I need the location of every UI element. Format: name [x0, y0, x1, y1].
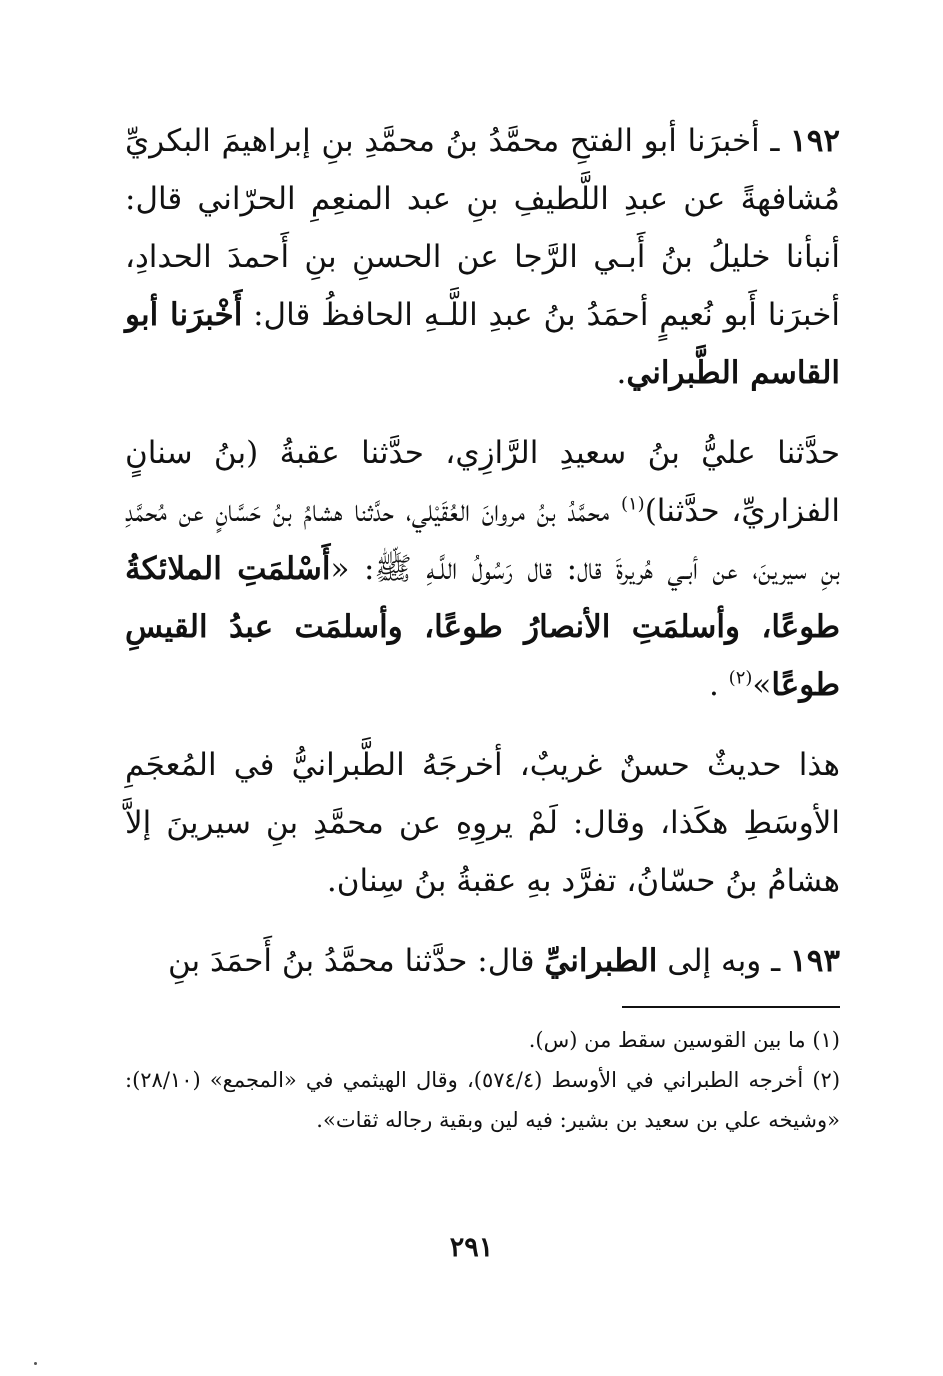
paragraph-193 [125, 932, 840, 990]
paragraph-192-text: ـ أخبرَنا أبو الفتحِ محمَّدُ بنُ محمَّدِ بنِ إبراهيمَ البكريِّ مُشافهةً عن عبدِ اللَّطيفِ بنِ عبد المنعِمِ الحرّاني قال: أنبأنا خليلُ بنُ أَبـي الرَّجا عن الحسنِ بنِ أَحمدَ الحدادِ، أخبرَنا أَبو نُعيمٍ أحمَدُ بنُ عبدِ اللَّـهِ الحافظُ قال: [125, 123, 840, 333]
paragraph-isnad [125, 424, 840, 714]
paragraph-193-bold: الطبرانيِّ [544, 943, 658, 979]
isnad-text: حدَّثنا عليُّ بنُ سعيدِ الرَّازِي، حدَّثنا عقبةُ (بنُ سنانٍ الفزاريِّ، حدَّثنا) [125, 435, 840, 529]
hadith-matn: أَسْلمَتِ الملائكةُ طوعًا، وأسلمَتِ الأنصارُ طوعًا، وأسلمَت عبدُ القيسِ طوعًا [125, 551, 840, 703]
footnote-ref-2[interactable]: (٢) [728, 667, 753, 689]
page-number: ٢٩١ [449, 1232, 494, 1263]
paragraph-commentary: هذا حديثٌ حسنٌ غريبٌ، أخرجَهُ الطَّبرانيُّ في المُعجَمِ الأوسَطِ هكَذا، وقال: لَمْ يروِهِ عن محمَّدِ بنِ سيرينَ إلاَّ هشامُ بنُ حسّانُ، تفرَّد بهِ عقبةُ بنُ سِنان. [125, 747, 840, 899]
hadith-number-193: ١٩٣ [790, 943, 840, 979]
isnad-end: . [708, 667, 729, 703]
hadith-number-192: ١٩٢ [790, 123, 840, 159]
quote-close: » [752, 667, 772, 703]
paragraph-192-end: . [616, 355, 627, 391]
paragraph-192-bold: أَخْبرَنا أبو القاسم الطَّبراني [125, 297, 840, 391]
paragraph-192 [125, 112, 840, 402]
footnote-ref-1[interactable]: (١) [620, 493, 645, 515]
footnote-2: (٢) أخرجه الطبراني في الأوسط (٥٧٤/٤)، وقال الهيثمي في «المجمع» (٢٨/١٠): «وشيخه علي بن سعيد بن بشير: فيه لين وبقية رجاله ثقات». [125, 1068, 841, 1132]
footnotes [125, 1020, 840, 1140]
footnote-divider [622, 1006, 840, 1008]
main-text [125, 112, 840, 990]
footnote-1: (١) ما بين القوسين سقط من (س). [528, 1028, 840, 1052]
scan-speck [34, 1362, 37, 1365]
paragraph-193-text-2: قال: حدَّثنا محمَّدُ بنُ أَحمَدَ بنِ [167, 943, 545, 979]
isnad-text-2: محمَّدُ بنُ مروانَ العُقَيْلي، حدَّثنا هشامُ بنُ حَسَّانٍ عن مُحمَّدِ بنِ سيرينَ، عن أبـي هُريرةَ قال: قال رَسُولُ اللَّـهِ ﷺ: « [125, 493, 841, 587]
paragraph-193-text: ـ وبه إلى [657, 943, 791, 979]
